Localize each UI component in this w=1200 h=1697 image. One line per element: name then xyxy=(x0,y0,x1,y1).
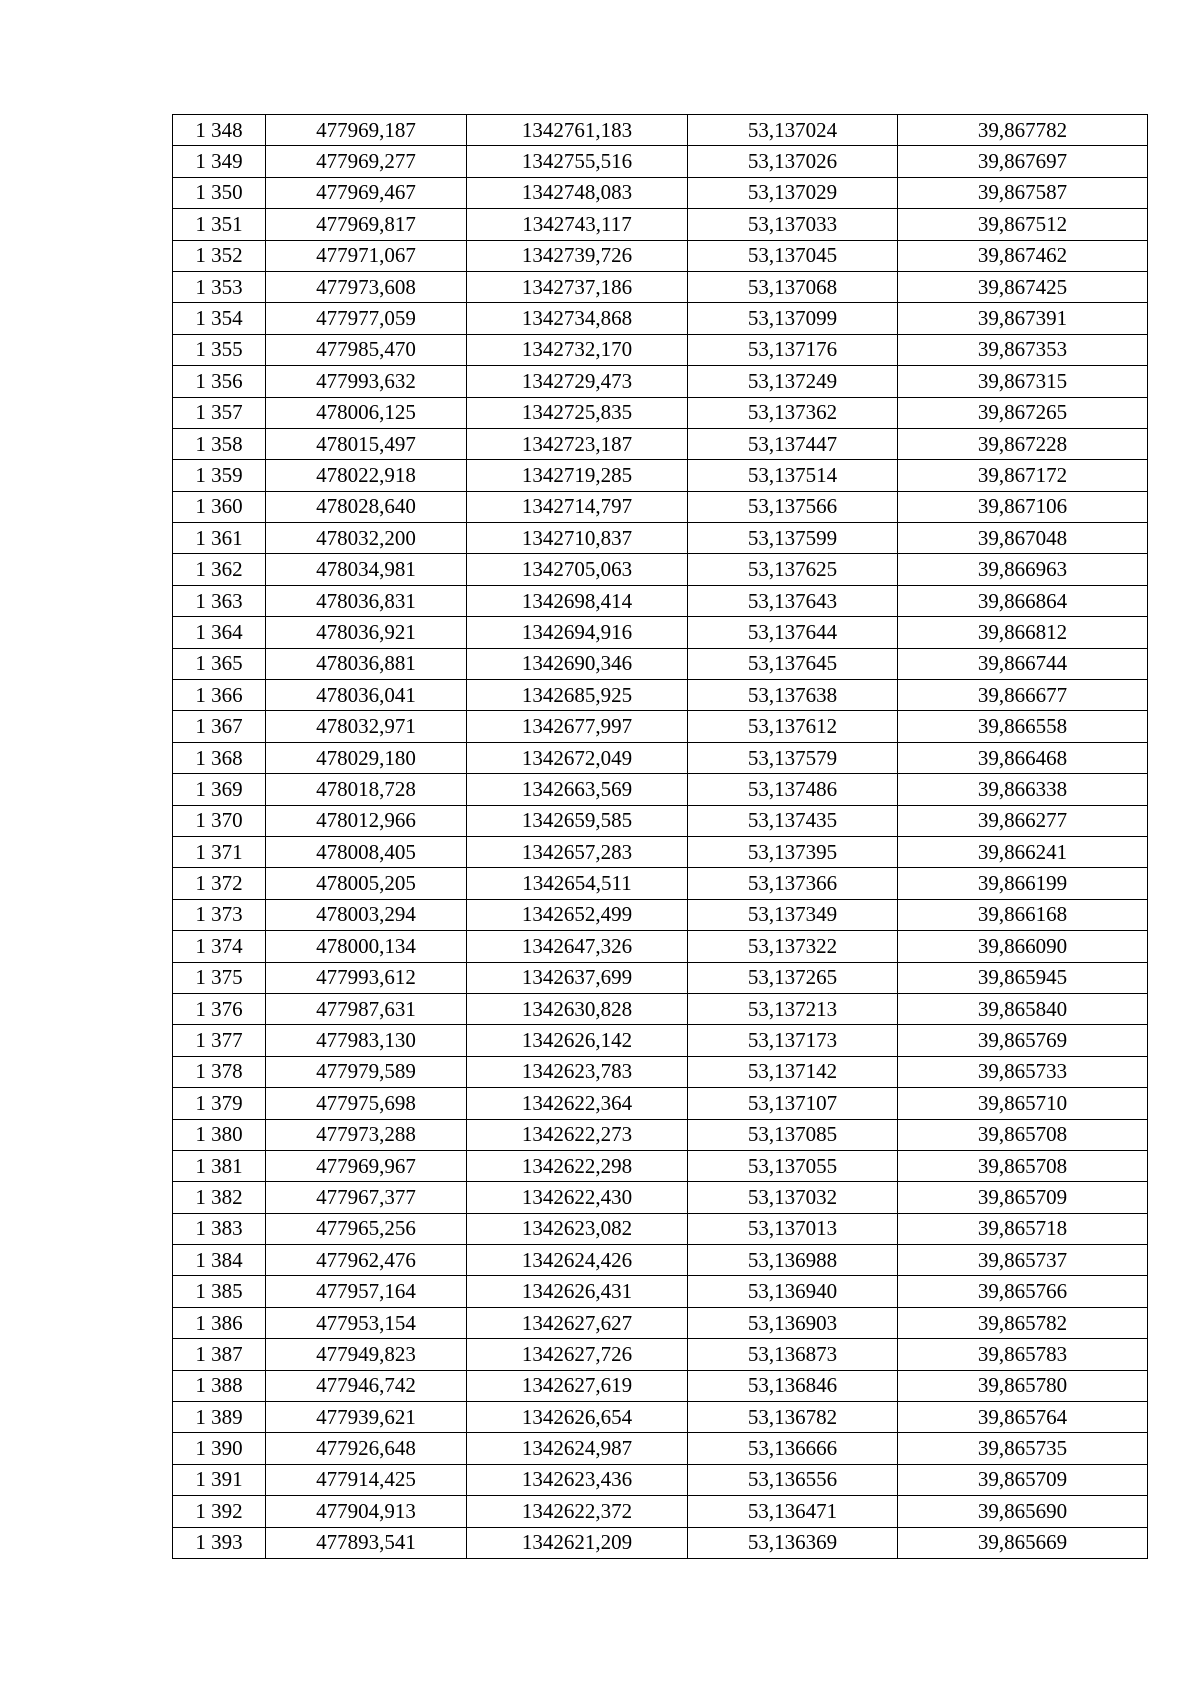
longitude-cell: 39,865733 xyxy=(898,1056,1148,1087)
table-row xyxy=(173,680,1148,711)
latitude-cell: 53,136556 xyxy=(688,1464,898,1495)
point-number-cell: 1 369 xyxy=(173,774,266,805)
point-number-cell: 1 348 xyxy=(173,115,266,146)
table-row xyxy=(173,1150,1148,1181)
table-row xyxy=(173,115,1148,146)
x-coordinate-cell: 477969,187 xyxy=(266,115,467,146)
latitude-cell: 53,137029 xyxy=(688,177,898,208)
table-row xyxy=(173,962,1148,993)
latitude-cell: 53,137055 xyxy=(688,1150,898,1181)
y-coordinate-cell: 1342621,209 xyxy=(467,1527,688,1558)
x-coordinate-cell: 477969,277 xyxy=(266,146,467,177)
y-coordinate-cell: 1342737,186 xyxy=(467,271,688,302)
y-coordinate-cell: 1342659,585 xyxy=(467,805,688,836)
longitude-cell: 39,866090 xyxy=(898,931,1148,962)
latitude-cell: 53,137099 xyxy=(688,303,898,334)
longitude-cell: 39,866168 xyxy=(898,899,1148,930)
point-number-cell: 1 379 xyxy=(173,1088,266,1119)
latitude-cell: 53,137643 xyxy=(688,585,898,616)
point-number-cell: 1 353 xyxy=(173,271,266,302)
y-coordinate-cell: 1342705,063 xyxy=(467,554,688,585)
longitude-cell: 39,865945 xyxy=(898,962,1148,993)
y-coordinate-cell: 1342626,431 xyxy=(467,1276,688,1307)
point-number-cell: 1 382 xyxy=(173,1182,266,1213)
table-row xyxy=(173,177,1148,208)
coordinates-table-body xyxy=(173,115,1148,1559)
latitude-cell: 53,136846 xyxy=(688,1370,898,1401)
longitude-cell: 39,865735 xyxy=(898,1433,1148,1464)
point-number-cell: 1 378 xyxy=(173,1056,266,1087)
x-coordinate-cell: 478032,971 xyxy=(266,711,467,742)
y-coordinate-cell: 1342647,326 xyxy=(467,931,688,962)
x-coordinate-cell: 478036,041 xyxy=(266,680,467,711)
table-row xyxy=(173,1056,1148,1087)
y-coordinate-cell: 1342622,430 xyxy=(467,1182,688,1213)
point-number-cell: 1 374 xyxy=(173,931,266,962)
y-coordinate-cell: 1342719,285 xyxy=(467,460,688,491)
latitude-cell: 53,136471 xyxy=(688,1496,898,1527)
table-row xyxy=(173,742,1148,773)
latitude-cell: 53,136782 xyxy=(688,1402,898,1433)
point-number-cell: 1 373 xyxy=(173,899,266,930)
point-number-cell: 1 361 xyxy=(173,523,266,554)
latitude-cell: 53,137362 xyxy=(688,397,898,428)
table-row xyxy=(173,366,1148,397)
point-number-cell: 1 392 xyxy=(173,1496,266,1527)
longitude-cell: 39,867462 xyxy=(898,240,1148,271)
point-number-cell: 1 385 xyxy=(173,1276,266,1307)
table-row xyxy=(173,1088,1148,1119)
x-coordinate-cell: 478036,921 xyxy=(266,617,467,648)
longitude-cell: 39,865783 xyxy=(898,1339,1148,1370)
latitude-cell: 53,137486 xyxy=(688,774,898,805)
x-coordinate-cell: 477969,467 xyxy=(266,177,467,208)
point-number-cell: 1 360 xyxy=(173,491,266,522)
table-row xyxy=(173,868,1148,899)
longitude-cell: 39,865840 xyxy=(898,993,1148,1024)
point-number-cell: 1 349 xyxy=(173,146,266,177)
latitude-cell: 53,137176 xyxy=(688,334,898,365)
longitude-cell: 39,867697 xyxy=(898,146,1148,177)
y-coordinate-cell: 1342710,837 xyxy=(467,523,688,554)
x-coordinate-cell: 478006,125 xyxy=(266,397,467,428)
table-row xyxy=(173,1402,1148,1433)
latitude-cell: 53,137026 xyxy=(688,146,898,177)
longitude-cell: 39,866277 xyxy=(898,805,1148,836)
x-coordinate-cell: 477967,377 xyxy=(266,1182,467,1213)
latitude-cell: 53,137265 xyxy=(688,962,898,993)
x-coordinate-cell: 477957,164 xyxy=(266,1276,467,1307)
x-coordinate-cell: 477953,154 xyxy=(266,1307,467,1338)
y-coordinate-cell: 1342761,183 xyxy=(467,115,688,146)
x-coordinate-cell: 478018,728 xyxy=(266,774,467,805)
table-row xyxy=(173,1182,1148,1213)
table-row xyxy=(173,1213,1148,1244)
table-row xyxy=(173,491,1148,522)
latitude-cell: 53,137638 xyxy=(688,680,898,711)
longitude-cell: 39,867265 xyxy=(898,397,1148,428)
longitude-cell: 39,865766 xyxy=(898,1276,1148,1307)
table-row xyxy=(173,805,1148,836)
y-coordinate-cell: 1342623,082 xyxy=(467,1213,688,1244)
longitude-cell: 39,866864 xyxy=(898,585,1148,616)
table-row xyxy=(173,1464,1148,1495)
y-coordinate-cell: 1342743,117 xyxy=(467,209,688,240)
longitude-cell: 39,865708 xyxy=(898,1119,1148,1150)
table-row xyxy=(173,931,1148,962)
latitude-cell: 53,137013 xyxy=(688,1213,898,1244)
x-coordinate-cell: 477893,541 xyxy=(266,1527,467,1558)
point-number-cell: 1 381 xyxy=(173,1150,266,1181)
latitude-cell: 53,137645 xyxy=(688,648,898,679)
x-coordinate-cell: 477969,967 xyxy=(266,1150,467,1181)
x-coordinate-cell: 478036,831 xyxy=(266,585,467,616)
longitude-cell: 39,867048 xyxy=(898,523,1148,554)
longitude-cell: 39,865737 xyxy=(898,1245,1148,1276)
y-coordinate-cell: 1342627,726 xyxy=(467,1339,688,1370)
longitude-cell: 39,867512 xyxy=(898,209,1148,240)
table-row xyxy=(173,1527,1148,1558)
longitude-cell: 39,866744 xyxy=(898,648,1148,679)
y-coordinate-cell: 1342694,916 xyxy=(467,617,688,648)
point-number-cell: 1 389 xyxy=(173,1402,266,1433)
longitude-cell: 39,867172 xyxy=(898,460,1148,491)
point-number-cell: 1 358 xyxy=(173,428,266,459)
x-coordinate-cell: 478000,134 xyxy=(266,931,467,962)
point-number-cell: 1 393 xyxy=(173,1527,266,1558)
y-coordinate-cell: 1342723,187 xyxy=(467,428,688,459)
longitude-cell: 39,867353 xyxy=(898,334,1148,365)
y-coordinate-cell: 1342739,726 xyxy=(467,240,688,271)
y-coordinate-cell: 1342755,516 xyxy=(467,146,688,177)
table-row xyxy=(173,711,1148,742)
point-number-cell: 1 388 xyxy=(173,1370,266,1401)
latitude-cell: 53,137107 xyxy=(688,1088,898,1119)
table-row xyxy=(173,1496,1148,1527)
table-row xyxy=(173,1276,1148,1307)
table-row xyxy=(173,209,1148,240)
longitude-cell: 39,865782 xyxy=(898,1307,1148,1338)
y-coordinate-cell: 1342624,426 xyxy=(467,1245,688,1276)
point-number-cell: 1 371 xyxy=(173,836,266,867)
x-coordinate-cell: 477985,470 xyxy=(266,334,467,365)
point-number-cell: 1 387 xyxy=(173,1339,266,1370)
table-row xyxy=(173,1307,1148,1338)
x-coordinate-cell: 478003,294 xyxy=(266,899,467,930)
y-coordinate-cell: 1342622,372 xyxy=(467,1496,688,1527)
longitude-cell: 39,865690 xyxy=(898,1496,1148,1527)
longitude-cell: 39,865709 xyxy=(898,1464,1148,1495)
x-coordinate-cell: 477965,256 xyxy=(266,1213,467,1244)
x-coordinate-cell: 477926,648 xyxy=(266,1433,467,1464)
table-row xyxy=(173,1119,1148,1150)
y-coordinate-cell: 1342624,987 xyxy=(467,1433,688,1464)
x-coordinate-cell: 477979,589 xyxy=(266,1056,467,1087)
longitude-cell: 39,867228 xyxy=(898,428,1148,459)
y-coordinate-cell: 1342622,273 xyxy=(467,1119,688,1150)
y-coordinate-cell: 1342734,868 xyxy=(467,303,688,334)
latitude-cell: 53,136988 xyxy=(688,1245,898,1276)
longitude-cell: 39,867391 xyxy=(898,303,1148,334)
latitude-cell: 53,137085 xyxy=(688,1119,898,1150)
table-row xyxy=(173,146,1148,177)
table-row xyxy=(173,271,1148,302)
y-coordinate-cell: 1342652,499 xyxy=(467,899,688,930)
point-number-cell: 1 351 xyxy=(173,209,266,240)
point-number-cell: 1 377 xyxy=(173,1025,266,1056)
table-row xyxy=(173,1339,1148,1370)
point-number-cell: 1 352 xyxy=(173,240,266,271)
longitude-cell: 39,865764 xyxy=(898,1402,1148,1433)
y-coordinate-cell: 1342748,083 xyxy=(467,177,688,208)
x-coordinate-cell: 477973,288 xyxy=(266,1119,467,1150)
point-number-cell: 1 365 xyxy=(173,648,266,679)
point-number-cell: 1 368 xyxy=(173,742,266,773)
longitude-cell: 39,865780 xyxy=(898,1370,1148,1401)
point-number-cell: 1 383 xyxy=(173,1213,266,1244)
latitude-cell: 53,137447 xyxy=(688,428,898,459)
latitude-cell: 53,136873 xyxy=(688,1339,898,1370)
table-row xyxy=(173,585,1148,616)
y-coordinate-cell: 1342677,997 xyxy=(467,711,688,742)
y-coordinate-cell: 1342725,835 xyxy=(467,397,688,428)
latitude-cell: 53,137366 xyxy=(688,868,898,899)
latitude-cell: 53,137032 xyxy=(688,1182,898,1213)
x-coordinate-cell: 477949,823 xyxy=(266,1339,467,1370)
y-coordinate-cell: 1342627,619 xyxy=(467,1370,688,1401)
coordinates-table xyxy=(172,114,1148,1559)
point-number-cell: 1 390 xyxy=(173,1433,266,1464)
latitude-cell: 53,136940 xyxy=(688,1276,898,1307)
table-row xyxy=(173,1370,1148,1401)
point-number-cell: 1 363 xyxy=(173,585,266,616)
x-coordinate-cell: 477977,059 xyxy=(266,303,467,334)
x-coordinate-cell: 477946,742 xyxy=(266,1370,467,1401)
y-coordinate-cell: 1342657,283 xyxy=(467,836,688,867)
point-number-cell: 1 370 xyxy=(173,805,266,836)
longitude-cell: 39,865708 xyxy=(898,1150,1148,1181)
point-number-cell: 1 354 xyxy=(173,303,266,334)
latitude-cell: 53,137045 xyxy=(688,240,898,271)
y-coordinate-cell: 1342672,049 xyxy=(467,742,688,773)
table-row xyxy=(173,899,1148,930)
x-coordinate-cell: 477971,067 xyxy=(266,240,467,271)
table-row xyxy=(173,1433,1148,1464)
x-coordinate-cell: 477973,608 xyxy=(266,271,467,302)
longitude-cell: 39,865718 xyxy=(898,1213,1148,1244)
x-coordinate-cell: 478022,918 xyxy=(266,460,467,491)
table-row xyxy=(173,1245,1148,1276)
y-coordinate-cell: 1342685,925 xyxy=(467,680,688,711)
table-row xyxy=(173,240,1148,271)
y-coordinate-cell: 1342622,364 xyxy=(467,1088,688,1119)
longitude-cell: 39,867587 xyxy=(898,177,1148,208)
longitude-cell: 39,866241 xyxy=(898,836,1148,867)
y-coordinate-cell: 1342714,797 xyxy=(467,491,688,522)
x-coordinate-cell: 477987,631 xyxy=(266,993,467,1024)
point-number-cell: 1 386 xyxy=(173,1307,266,1338)
y-coordinate-cell: 1342622,298 xyxy=(467,1150,688,1181)
table-row xyxy=(173,774,1148,805)
longitude-cell: 39,866812 xyxy=(898,617,1148,648)
table-row xyxy=(173,648,1148,679)
x-coordinate-cell: 477975,698 xyxy=(266,1088,467,1119)
point-number-cell: 1 367 xyxy=(173,711,266,742)
latitude-cell: 53,136369 xyxy=(688,1527,898,1558)
table-row xyxy=(173,1025,1148,1056)
latitude-cell: 53,137173 xyxy=(688,1025,898,1056)
point-number-cell: 1 391 xyxy=(173,1464,266,1495)
x-coordinate-cell: 477914,425 xyxy=(266,1464,467,1495)
point-number-cell: 1 375 xyxy=(173,962,266,993)
x-coordinate-cell: 477983,130 xyxy=(266,1025,467,1056)
latitude-cell: 53,137349 xyxy=(688,899,898,930)
longitude-cell: 39,867106 xyxy=(898,491,1148,522)
point-number-cell: 1 350 xyxy=(173,177,266,208)
y-coordinate-cell: 1342663,569 xyxy=(467,774,688,805)
x-coordinate-cell: 478015,497 xyxy=(266,428,467,459)
latitude-cell: 53,136666 xyxy=(688,1433,898,1464)
point-number-cell: 1 384 xyxy=(173,1245,266,1276)
longitude-cell: 39,865669 xyxy=(898,1527,1148,1558)
table-row xyxy=(173,397,1148,428)
latitude-cell: 53,137435 xyxy=(688,805,898,836)
y-coordinate-cell: 1342732,170 xyxy=(467,334,688,365)
x-coordinate-cell: 478034,981 xyxy=(266,554,467,585)
point-number-cell: 1 355 xyxy=(173,334,266,365)
table-row xyxy=(173,334,1148,365)
longitude-cell: 39,866199 xyxy=(898,868,1148,899)
longitude-cell: 39,866677 xyxy=(898,680,1148,711)
x-coordinate-cell: 478028,640 xyxy=(266,491,467,522)
latitude-cell: 53,137566 xyxy=(688,491,898,522)
latitude-cell: 53,137625 xyxy=(688,554,898,585)
latitude-cell: 53,137249 xyxy=(688,366,898,397)
latitude-cell: 53,136903 xyxy=(688,1307,898,1338)
y-coordinate-cell: 1342698,414 xyxy=(467,585,688,616)
x-coordinate-cell: 477993,612 xyxy=(266,962,467,993)
point-number-cell: 1 362 xyxy=(173,554,266,585)
table-row xyxy=(173,523,1148,554)
point-number-cell: 1 372 xyxy=(173,868,266,899)
x-coordinate-cell: 477993,632 xyxy=(266,366,467,397)
x-coordinate-cell: 478012,966 xyxy=(266,805,467,836)
latitude-cell: 53,137142 xyxy=(688,1056,898,1087)
x-coordinate-cell: 477962,476 xyxy=(266,1245,467,1276)
table-row xyxy=(173,428,1148,459)
point-number-cell: 1 356 xyxy=(173,366,266,397)
y-coordinate-cell: 1342626,142 xyxy=(467,1025,688,1056)
table-row xyxy=(173,303,1148,334)
point-number-cell: 1 364 xyxy=(173,617,266,648)
table-row xyxy=(173,460,1148,491)
latitude-cell: 53,137068 xyxy=(688,271,898,302)
table-row xyxy=(173,617,1148,648)
longitude-cell: 39,866558 xyxy=(898,711,1148,742)
point-number-cell: 1 366 xyxy=(173,680,266,711)
y-coordinate-cell: 1342637,699 xyxy=(467,962,688,993)
longitude-cell: 39,865710 xyxy=(898,1088,1148,1119)
x-coordinate-cell: 478036,881 xyxy=(266,648,467,679)
point-number-cell: 1 376 xyxy=(173,993,266,1024)
x-coordinate-cell: 478008,405 xyxy=(266,836,467,867)
longitude-cell: 39,865709 xyxy=(898,1182,1148,1213)
table-row xyxy=(173,836,1148,867)
y-coordinate-cell: 1342623,783 xyxy=(467,1056,688,1087)
latitude-cell: 53,137395 xyxy=(688,836,898,867)
x-coordinate-cell: 478005,205 xyxy=(266,868,467,899)
y-coordinate-cell: 1342627,627 xyxy=(467,1307,688,1338)
y-coordinate-cell: 1342690,346 xyxy=(467,648,688,679)
longitude-cell: 39,867782 xyxy=(898,115,1148,146)
longitude-cell: 39,865769 xyxy=(898,1025,1148,1056)
y-coordinate-cell: 1342630,828 xyxy=(467,993,688,1024)
latitude-cell: 53,137599 xyxy=(688,523,898,554)
latitude-cell: 53,137644 xyxy=(688,617,898,648)
x-coordinate-cell: 477969,817 xyxy=(266,209,467,240)
latitude-cell: 53,137579 xyxy=(688,742,898,773)
x-coordinate-cell: 477904,913 xyxy=(266,1496,467,1527)
longitude-cell: 39,866338 xyxy=(898,774,1148,805)
latitude-cell: 53,137612 xyxy=(688,711,898,742)
y-coordinate-cell: 1342623,436 xyxy=(467,1464,688,1495)
latitude-cell: 53,137514 xyxy=(688,460,898,491)
x-coordinate-cell: 477939,621 xyxy=(266,1402,467,1433)
latitude-cell: 53,137213 xyxy=(688,993,898,1024)
point-number-cell: 1 380 xyxy=(173,1119,266,1150)
y-coordinate-cell: 1342626,654 xyxy=(467,1402,688,1433)
x-coordinate-cell: 478032,200 xyxy=(266,523,467,554)
point-number-cell: 1 357 xyxy=(173,397,266,428)
table-row xyxy=(173,993,1148,1024)
table-row xyxy=(173,554,1148,585)
longitude-cell: 39,867425 xyxy=(898,271,1148,302)
y-coordinate-cell: 1342729,473 xyxy=(467,366,688,397)
longitude-cell: 39,867315 xyxy=(898,366,1148,397)
point-number-cell: 1 359 xyxy=(173,460,266,491)
longitude-cell: 39,866963 xyxy=(898,554,1148,585)
longitude-cell: 39,866468 xyxy=(898,742,1148,773)
latitude-cell: 53,137033 xyxy=(688,209,898,240)
latitude-cell: 53,137024 xyxy=(688,115,898,146)
latitude-cell: 53,137322 xyxy=(688,931,898,962)
x-coordinate-cell: 478029,180 xyxy=(266,742,467,773)
y-coordinate-cell: 1342654,511 xyxy=(467,868,688,899)
